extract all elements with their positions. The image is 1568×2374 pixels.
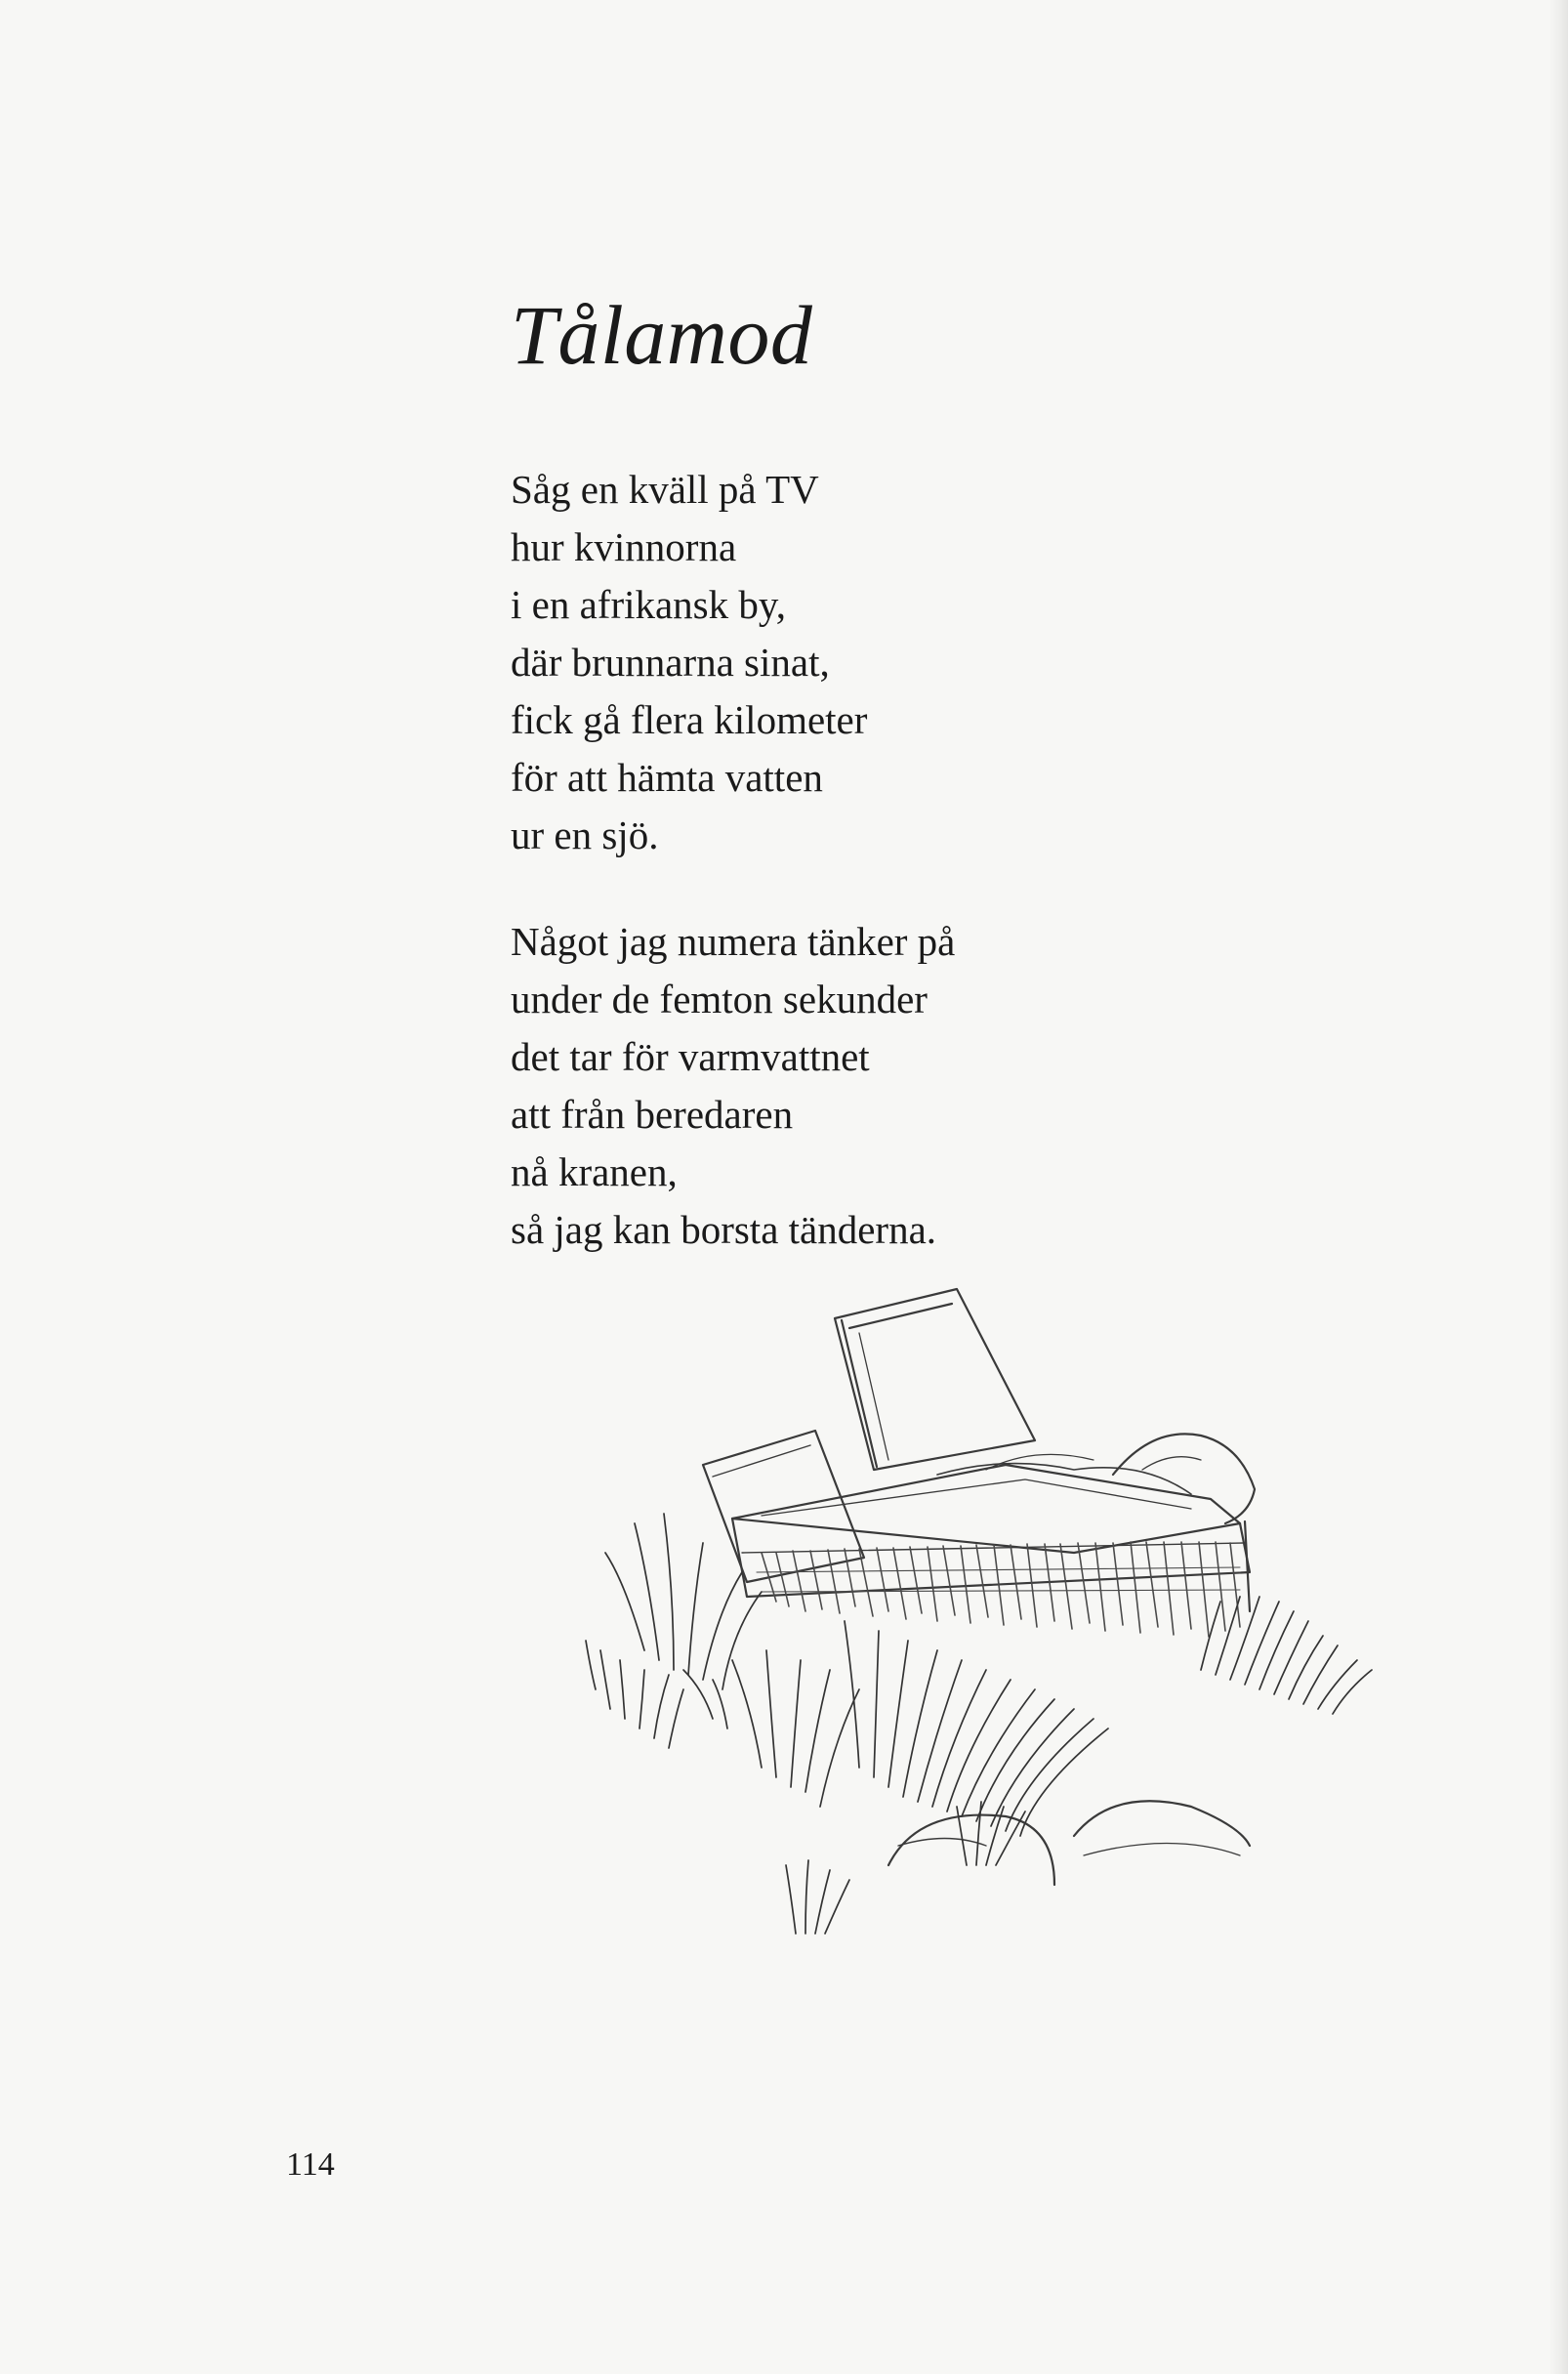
poem-line: Något jag numera tänker på bbox=[511, 919, 956, 964]
poem-line: i en afrikansk by, bbox=[511, 582, 786, 627]
stanza-2 bbox=[511, 913, 955, 1259]
sketch-illustration bbox=[566, 1260, 1396, 1943]
poem-line: under de femton sekunder bbox=[511, 977, 928, 1021]
rock bbox=[888, 1815, 1054, 1885]
poem-line: att från beredaren bbox=[511, 1092, 794, 1137]
poem-line: det tar för varmvattnet bbox=[511, 1034, 870, 1079]
page-number: 114 bbox=[286, 2146, 335, 2183]
poem-line: hur kvinnorna bbox=[511, 524, 737, 569]
poem-line: nå kranen, bbox=[511, 1149, 678, 1194]
stanza-1 bbox=[511, 461, 867, 864]
poem-line: för att hämta vatten bbox=[511, 755, 823, 800]
poem-line: där brunnarna sinat, bbox=[511, 640, 830, 685]
lid-outline bbox=[835, 1289, 1035, 1470]
show-through-text bbox=[1113, 293, 1543, 387]
poem-line: fick gå flera kilometer bbox=[511, 697, 868, 742]
poem-line: så jag kan borsta tänderna. bbox=[511, 1207, 937, 1252]
poem-line: Såg en kväll på TV bbox=[511, 467, 819, 512]
poem-title: Tålamod bbox=[511, 288, 813, 382]
page-edge-shadow bbox=[1548, 0, 1568, 2374]
poem-line: ur en sjö. bbox=[511, 812, 659, 857]
